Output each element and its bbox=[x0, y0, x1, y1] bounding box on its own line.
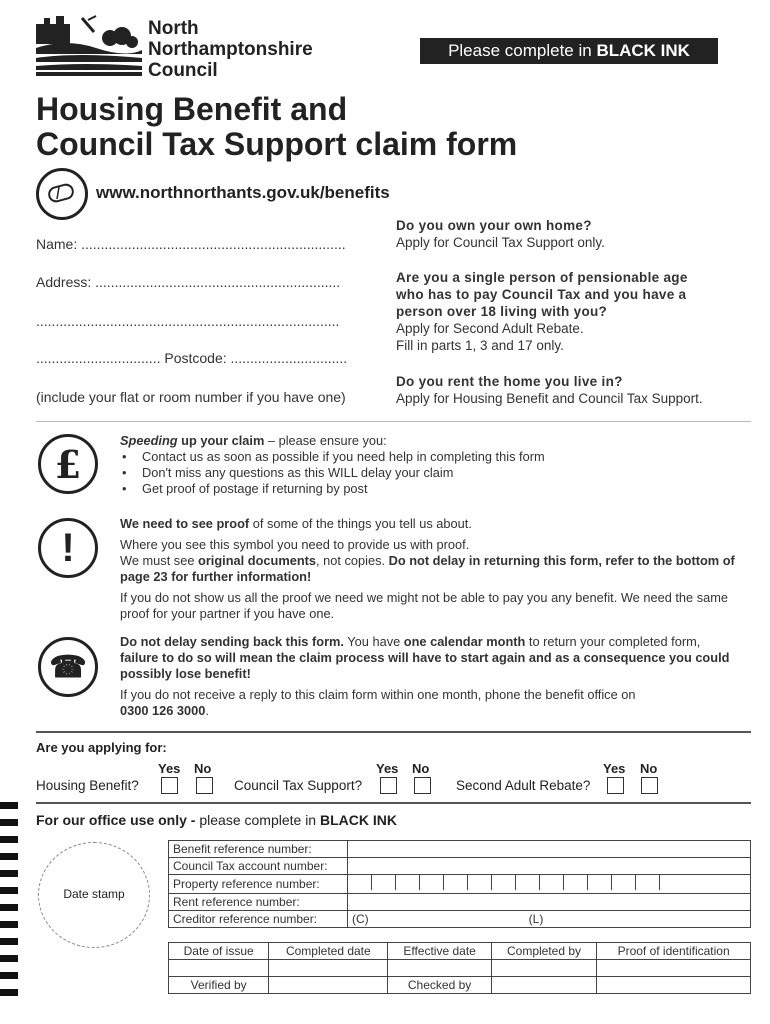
no-label: No bbox=[194, 761, 212, 776]
housing-benefit-yes-checkbox[interactable] bbox=[161, 777, 178, 794]
date-stamp-label: Date stamp bbox=[63, 887, 125, 901]
verified-by-input[interactable] bbox=[269, 977, 388, 994]
benefits-url[interactable]: www.northnorthants.gov.uk/benefits bbox=[96, 183, 390, 202]
table-row: Council Tax account number: bbox=[169, 858, 751, 875]
address-field[interactable]: Address: ............................................................... bbox=[36, 274, 341, 290]
list-item: • Get proof of postage if returning by post bbox=[120, 481, 740, 497]
question-pensionable: Are you a single person of pensionable age who has to pay Council Tax and you have a person over 18 living with you? Apply for Second Adult Rebate. Fill in parts 1, 3 and 17 only. bbox=[396, 270, 688, 353]
second-adult-rebate-label: Second Adult Rebate? bbox=[456, 778, 591, 793]
second-adult-rebate-no-checkbox[interactable] bbox=[641, 777, 658, 794]
council-name: North Northamptonshire Council bbox=[148, 18, 313, 81]
pound-icon: £ bbox=[38, 434, 98, 494]
effective-date-input[interactable] bbox=[388, 960, 491, 977]
address-line2-field[interactable]: .............................................................................. bbox=[36, 313, 340, 329]
rent-reference-input[interactable] bbox=[348, 894, 751, 911]
table-row bbox=[169, 960, 751, 977]
list-item: • Don't miss any questions as this WILL delay your claim bbox=[120, 465, 740, 481]
proof-of-id-input[interactable] bbox=[597, 960, 751, 977]
divider bbox=[36, 421, 751, 422]
table-row: Date of issue Completed date Effective date Completed by Proof of identification bbox=[169, 943, 751, 960]
yes-label: Yes bbox=[376, 761, 399, 776]
council-tax-support-yes-checkbox[interactable] bbox=[380, 777, 397, 794]
delay-section: Do not delay sending back this form. You have one calendar month to return your completed form, failure to do so will mean the claim process will have to start again and as a consequence you could possibly lose benefit! If you do not receive a reply to this claim form within one month, phone the benefit office on 0300 126 3000. bbox=[120, 634, 730, 718]
second-adult-rebate-yes-checkbox[interactable] bbox=[607, 777, 624, 794]
no-label: No bbox=[640, 761, 658, 776]
page-title: Housing Benefit and Council Tax Support claim form bbox=[36, 91, 518, 162]
divider bbox=[36, 731, 751, 733]
no-label: No bbox=[412, 761, 430, 776]
flat-note: (include your flat or room number if you have one) bbox=[36, 389, 346, 405]
telephone-icon: ☎ bbox=[38, 637, 98, 697]
date-of-issue-input[interactable] bbox=[169, 960, 269, 977]
table-row: Property reference number: bbox=[169, 875, 751, 894]
table-row: Verified by Checked by bbox=[169, 977, 751, 994]
checked-by-input[interactable] bbox=[491, 977, 596, 994]
proof-section: We need to see proof of some of the things you tell us about. Where you see this symbol you need to provide us with proof. We must see original documents, not copies. Do not delay in returning this form, refer to the bottom of page 23 for further information! If you do not show us all the proof we need we might not be able to pay you any benefit. We need the same proof for your partner if you have one. bbox=[120, 516, 735, 621]
name-field[interactable]: Name: .................................................................... bbox=[36, 236, 346, 252]
applying-heading: Are you applying for: bbox=[36, 740, 167, 755]
postcode-field[interactable]: ................................ Postcode: .............................. bbox=[36, 350, 348, 366]
housing-benefit-label: Housing Benefit? bbox=[36, 778, 139, 793]
table-row: Rent reference number: bbox=[169, 894, 751, 911]
divider bbox=[36, 802, 751, 804]
housing-benefit-no-checkbox[interactable] bbox=[196, 777, 213, 794]
date-stamp-area[interactable] bbox=[38, 842, 150, 948]
completed-date-input[interactable] bbox=[269, 960, 388, 977]
phone-number: 0300 126 3000 bbox=[120, 703, 206, 718]
registration-marks bbox=[0, 802, 18, 1006]
creditor-reference-input[interactable]: (C) (L) bbox=[348, 911, 751, 928]
table-row: Benefit reference number: bbox=[169, 841, 751, 858]
reference-table bbox=[168, 840, 751, 928]
yes-label: Yes bbox=[158, 761, 181, 776]
mouse-icon bbox=[36, 168, 88, 220]
question-rent: Do you rent the home you live in? Apply for Housing Benefit and Council Tax Support. bbox=[396, 374, 703, 406]
benefit-reference-input[interactable] bbox=[348, 841, 751, 858]
council-tax-support-no-checkbox[interactable] bbox=[414, 777, 431, 794]
exclamation-icon: ! bbox=[38, 518, 98, 578]
logo-icon bbox=[36, 14, 142, 76]
council-tax-account-input[interactable] bbox=[348, 858, 751, 875]
table-row: Creditor reference number: (C) (L) bbox=[169, 911, 751, 928]
black-ink-banner: Please complete in BLACK INK bbox=[420, 38, 718, 64]
question-own-home: Do you own your own home? Apply for Council Tax Support only. bbox=[396, 218, 605, 250]
property-reference-input[interactable] bbox=[348, 875, 751, 894]
office-use-heading: For our office use only - please complete in BLACK INK bbox=[36, 812, 397, 828]
office-bottom-table bbox=[168, 942, 751, 994]
list-item: • Contact us as soon as possible if you need help in completing this form bbox=[120, 449, 740, 465]
council-logo bbox=[36, 14, 142, 76]
speeding-section: Speeding up your claim – please ensure you: • Contact us as soon as possible if you need help in completing this form • Don't miss any questions as this WILL delay your claim • Get proof of postage if returning by post bbox=[120, 433, 740, 497]
council-tax-support-label: Council Tax Support? bbox=[234, 778, 363, 793]
yes-label: Yes bbox=[603, 761, 626, 776]
completed-by-input[interactable] bbox=[491, 960, 596, 977]
